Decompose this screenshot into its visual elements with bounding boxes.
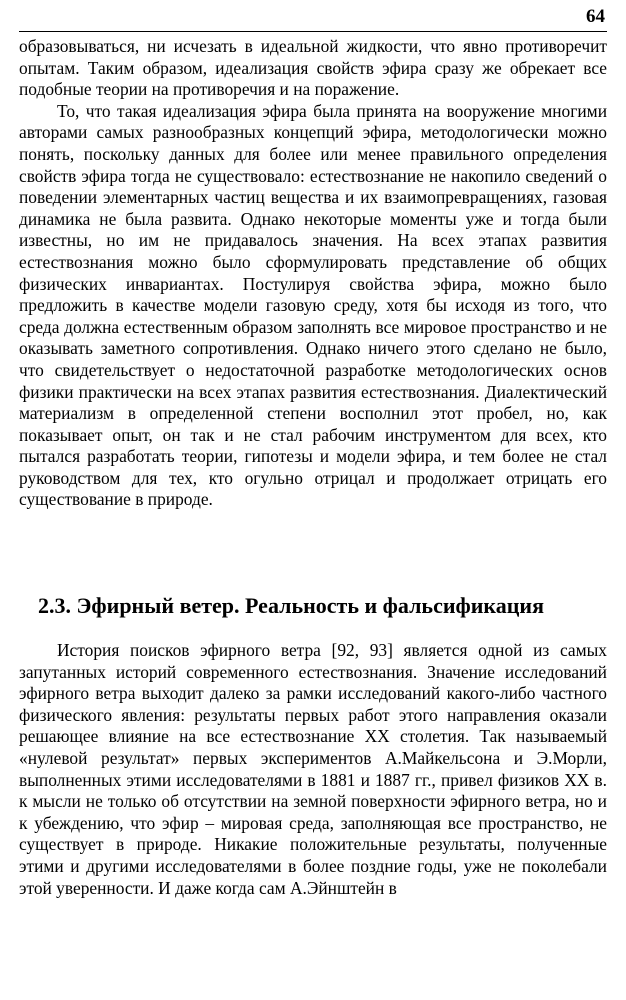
page-number: 64 xyxy=(586,6,605,27)
text-block-top xyxy=(19,36,607,511)
section-heading: 2.3. Эфирный ветер. Реальность и фальсификация xyxy=(38,593,544,618)
paragraph: История поисков эфирного ветра [92, 93] является одной из самых запутанных историй современного естествознания. Значение исследований эфирного ветра выходит далеко за рамки исследований какого-либо частного физического явления: результаты первых работ этого направления оказали решающее влияние на все естествознание XX столетия. Так называемый «нулевой результат» первых экспериментов А.Майкельсона и Э.Морли, выполненных этими исследователями в 1881 и 1887 гг., привел физиков XX в. к мысли не только об отсутствии на земной поверхности эфирного ветра, но и к убеждению, что эфир – мировая среда, заполняющая все пространство, не существует в природе. Никакие положительные результаты, полученные этими и другими исследователями в более поздние годы, уже не поколебали этой уверенности. И даже когда сам А.Эйнштейн в xyxy=(19,640,607,898)
paragraph-continued: образовываться, ни исчезать в идеальной жидкости, что явно противоречит опытам. Таким образом, идеализация свойств эфира сразу же обрекает все подобные теории на противоречия и на поражение. xyxy=(19,36,607,100)
header-rule xyxy=(19,31,607,32)
paragraph: То, что такая идеализация эфира была принята на вооружение многими авторами самых разнообразных концепций эфира, методологически можно понять, поскольку данных для более или менее правильного определения свойств эфира тогда не существовало: естествознание не накопило сведений о поведении элементарных частиц вещества и их взаимопревращениях, газовая динамика не была развита. Однако некоторые моменты уже и тогда были известны, но им не придавалось значения. На всех этапах развития естествознания можно было сформулировать представление об общих физических инвариантах. Постулируя свойства эфира, можно было предложить в качестве модели газовую среду, хотя бы исходя из того, что среда должна естественным образом заполнять все мировое пространство и не оказывать заметного сопротивления. Однако ничего этого сделано не было, что свидетельствует о недостаточной разработке методологических основ физики практически на всех этапах развития естествознания. Диалектический материализм в определенной степени восполнил этот пробел, но, как показывает опыт, он так и не стал рабочим инструментом для всех, кто пытался разработать теории, гипотезы и модели эфира, и тем более не стал руководством для тех, кто огульно отрицал и продолжает отрицать его существование в природе. xyxy=(19,100,607,510)
text-block-bottom xyxy=(19,640,607,899)
